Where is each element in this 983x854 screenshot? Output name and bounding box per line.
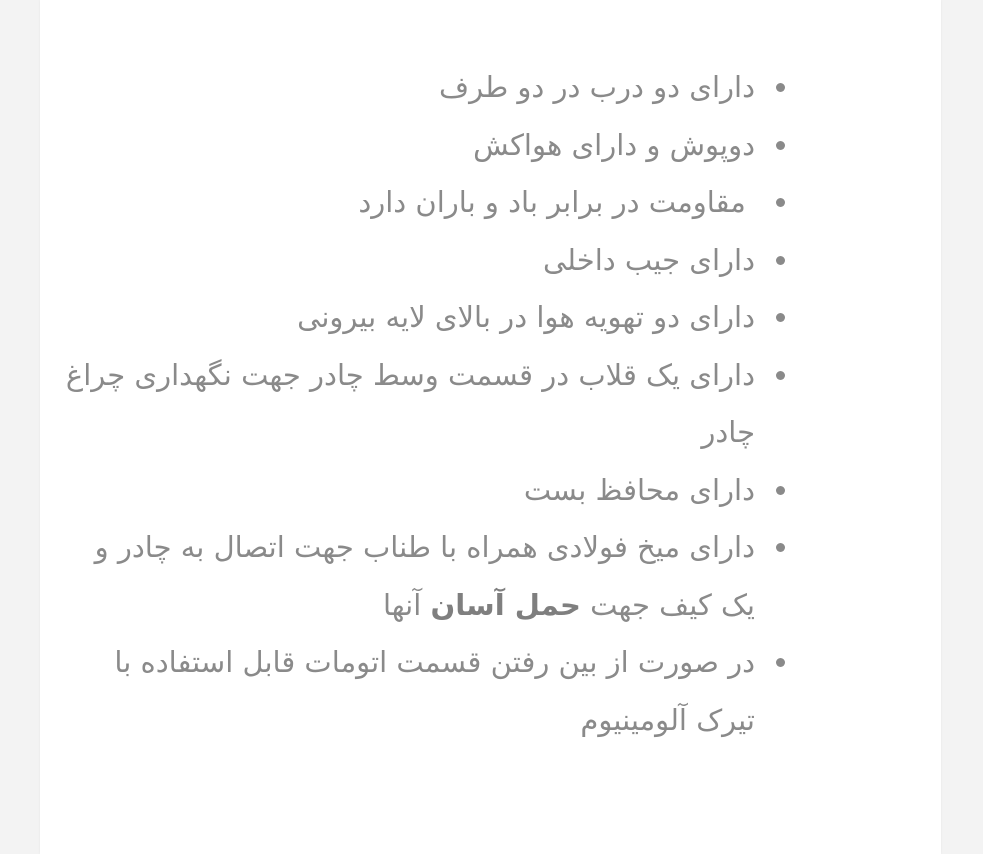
list-item: [60, 232, 755, 290]
list-item-text: دارای یک قلاب در قسمت وسط چادر جهت نگهداری چراغ چادر: [65, 357, 755, 449]
bullet-icon: [776, 256, 785, 265]
list-item-text: دارای دو درب در دو طرف: [439, 70, 755, 104]
list-item: [60, 519, 755, 634]
bullet-icon: [776, 658, 785, 667]
list-item: [60, 289, 755, 347]
list-item-text-before: دارای میخ فولادی همراه با طناب جهت اتصال به چادر و یک کیف جهت: [94, 530, 755, 622]
bullet-icon: [776, 313, 785, 322]
list-item: [60, 174, 755, 232]
bullet-icon: [776, 198, 785, 207]
list-item-text-after: آنها: [382, 587, 431, 622]
list-item-text: دارای دو تهویه هوا در بالای لایه بیرونی: [297, 300, 755, 334]
list-item-text: مقاومت در برابر باد و باران دارد: [358, 185, 755, 219]
list-item-text-bold: حمل آسان: [430, 587, 581, 622]
features-list: [60, 59, 785, 749]
bullet-icon: [776, 83, 785, 92]
list-item: [60, 634, 755, 749]
list-item-text: دارای محافظ بست: [523, 472, 755, 507]
bullet-icon: [776, 141, 785, 150]
list-item-text: دارای جیب داخلی: [543, 242, 755, 277]
list-item: [60, 59, 755, 117]
bullet-icon: [776, 543, 785, 552]
list-item: [60, 462, 755, 520]
list-item-text: در صورت از بین رفتن قسمت اتومات قابل استفاده با تیرک آلومینیوم: [114, 645, 755, 737]
list-item: [60, 117, 755, 175]
content-card: [40, 0, 941, 854]
list-item-text: دوپوش و دارای هواکش: [473, 127, 755, 162]
bullet-icon: [776, 371, 785, 380]
list-item: [60, 347, 755, 462]
bullet-icon: [776, 486, 785, 495]
